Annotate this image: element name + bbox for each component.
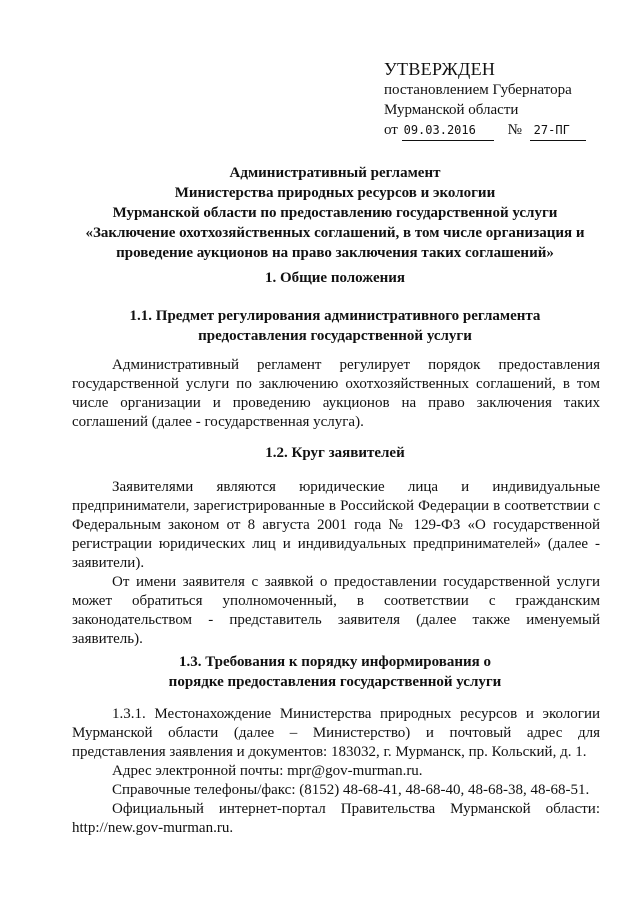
section-1-1-heading-line-1: 1.1. Предмет регулирования административного регламента bbox=[129, 308, 541, 324]
title-line-2: Министерства природных ресурсов и экологии bbox=[174, 185, 496, 201]
section-1-2-heading: 1.2. Круг заявителей bbox=[265, 445, 405, 461]
approval-date-line bbox=[384, 120, 624, 141]
approval-line-1: постановлением Губернатора bbox=[384, 82, 572, 98]
section-1-3-paragraph-1: 1.3.1. Местонахождение Министерства природных ресурсов и экологии Мурманской области (далее – Министерство) и почтовый адрес для представления заявления и документов: 183032, г. Мурманск, пр. Кольский, д. 1. bbox=[72, 706, 600, 760]
section-1-1-heading-line-2: предоставления государственной услуги bbox=[198, 328, 472, 344]
number-sign: № bbox=[507, 122, 522, 138]
approval-number: 27-ПГ bbox=[530, 120, 586, 141]
email-paragraph: Адрес электронной почты: mpr@gov-murman.ru. bbox=[112, 763, 423, 779]
section-1-heading: 1. Общие положения bbox=[264, 270, 406, 286]
approval-stamp bbox=[384, 58, 624, 141]
title-line-4: «Заключение охотхозяйственных соглашений, в том числе организация и bbox=[85, 225, 585, 241]
section-1-1-body bbox=[72, 356, 600, 432]
section-1-3-body bbox=[72, 705, 600, 838]
portal-paragraph: Официальный интернет-портал Правительства Мурманской области: http://new.gov-murman.ru. bbox=[72, 801, 600, 836]
title-line-1: Административный регламент bbox=[229, 165, 441, 181]
section-1-3-heading bbox=[70, 652, 600, 692]
document-title bbox=[70, 163, 600, 263]
title-line-3: Мурманской области по предоставлению государственной услуги bbox=[112, 205, 558, 221]
section-1-3-heading-line-1: 1.3. Требования к порядку информирования о bbox=[179, 654, 491, 670]
section-1-3-heading-line-2: порядке предоставления государственной услуги bbox=[168, 674, 502, 690]
approval-line-2: Мурманской области bbox=[384, 102, 519, 118]
from-label: от bbox=[384, 122, 398, 138]
section-1-2-paragraph-1: Заявителями являются юридические лица и индивидуальные предприниматели, зарегистрированные в Российской Федерации в соответствии с Федеральным законом от 8 августа 2001 года № 129-ФЗ «О государственной регистрации юридических лиц и индивидуальных предпринимателей» (далее - заявители). bbox=[72, 479, 600, 571]
approval-date: 09.03.2016 bbox=[402, 120, 494, 141]
title-line-5: проведение аукционов на право заключения таких соглашений» bbox=[116, 245, 554, 261]
section-1-1-paragraph: Административный регламент регулирует порядок предоставления государственной услуги по заключению охотхозяйственных соглашений, в том числе организации и проведению аукционов на право заключения таких соглашений (далее - государственная услуга). bbox=[72, 357, 600, 430]
section-1-2-body bbox=[72, 478, 600, 649]
phones-paragraph: Справочные телефоны/факс: (8152) 48-68-41, 48-68-40, 48-68-38, 48-68-51. bbox=[112, 782, 590, 798]
section-1-2-paragraph-2: От имени заявителя с заявкой о предоставлении государственной услуги может обратиться уполномоченный, в соответствии с гражданским законодательством - представитель заявителя (далее также именуемый заявитель). bbox=[72, 574, 600, 647]
approval-title: УТВЕРЖДЕН bbox=[384, 59, 496, 79]
section-1-1-heading bbox=[70, 306, 600, 346]
